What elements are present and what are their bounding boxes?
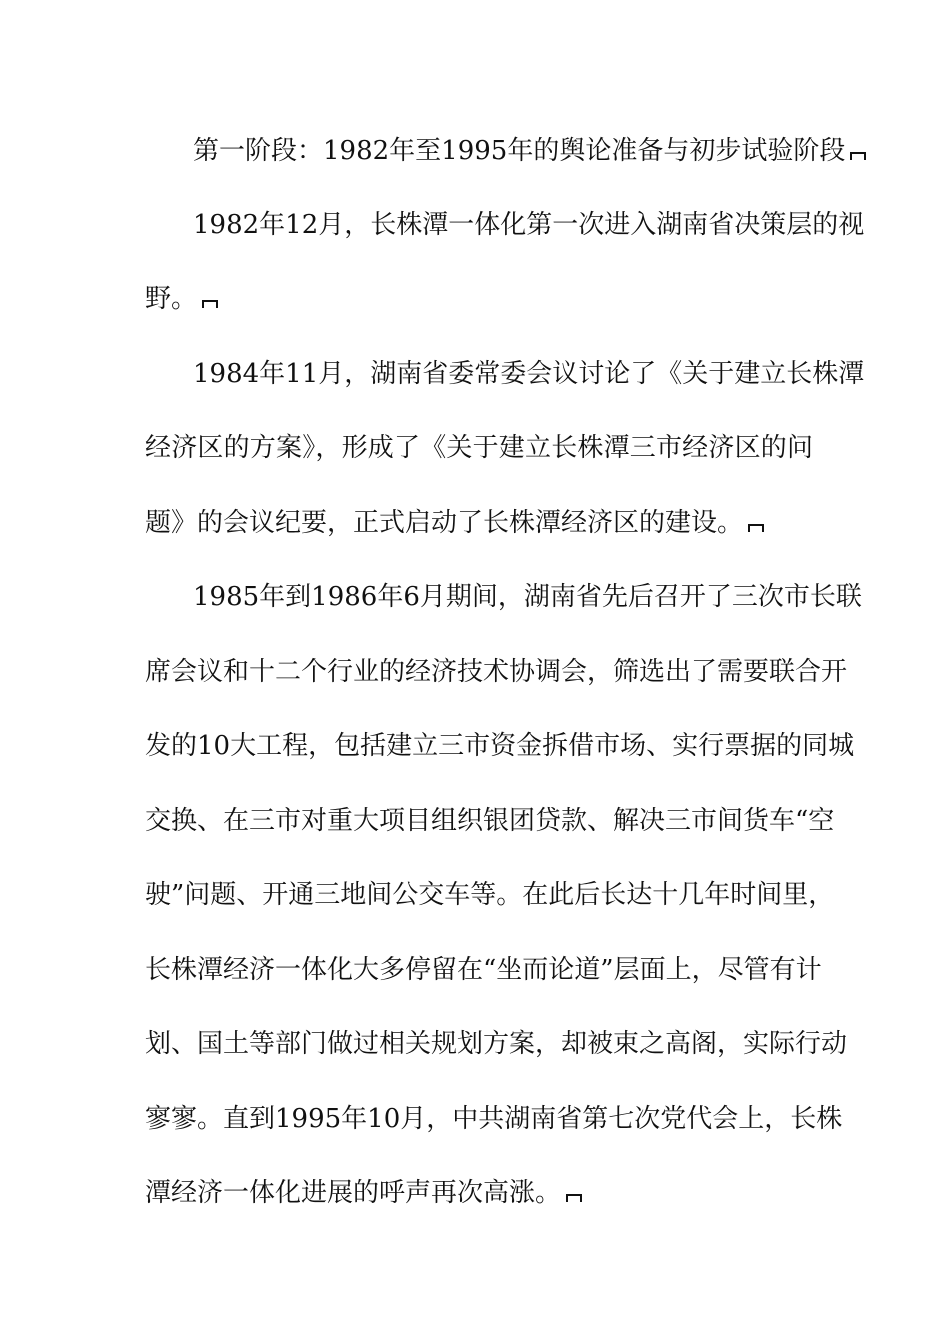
- paragraph-mark-icon: [747, 521, 767, 535]
- paragraph-line: 1984年11月，湖南省委常委会议讨论了《关于建立长株潭: [193, 359, 865, 389]
- paragraph-mark-icon: [201, 297, 221, 311]
- paragraph-line: 发的10大工程，包括建立三市资金拆借市场、实行票据的同城: [145, 731, 855, 761]
- paragraph-line: 寥寥。直到1995年10月，中共湖南省第七次党代会上，长株: [145, 1104, 843, 1134]
- paragraph-line: 交换、在三市对重大项目组织银团贷款、解决三市间货车“空: [145, 806, 835, 836]
- paragraph-line: 1985年到1986年6月期间，湖南省先后召开了三次市长联: [193, 582, 862, 612]
- paragraph-line: 席会议和十二个行业的经济技术协调会，筛选出了需要联合开: [145, 657, 848, 687]
- paragraph-line: 划、国土等部门做过相关规划方案，却被束之高阁，实际行动: [145, 1029, 848, 1059]
- paragraph-line: 长株潭经济一体化大多停留在“坐而论道”层面上，尽管有计: [145, 955, 822, 985]
- paragraph-line: 潭经济一体化进展的呼声再次高涨。: [145, 1173, 813, 1213]
- paragraph-mark-icon: [849, 149, 869, 163]
- paragraph-line: 题》的会议纪要，正式启动了长株潭经济区的建设。: [145, 503, 813, 543]
- paragraph-line: 驶”问题、开通三地间公交车等。在此后长达十几年时间里，: [145, 880, 835, 910]
- paragraph-line: 1982年12月，长株潭一体化第一次进入湖南省决策层的视: [193, 210, 865, 240]
- paragraph-line: 经济区的方案》，形成了《关于建立长株潭三市经济区的问: [145, 433, 813, 463]
- paragraph-line: 野。: [145, 279, 813, 319]
- heading-line: 第一阶段：1982年至1995年的舆论准备与初步试验阶段: [193, 131, 813, 171]
- paragraph-mark-icon: [565, 1191, 585, 1205]
